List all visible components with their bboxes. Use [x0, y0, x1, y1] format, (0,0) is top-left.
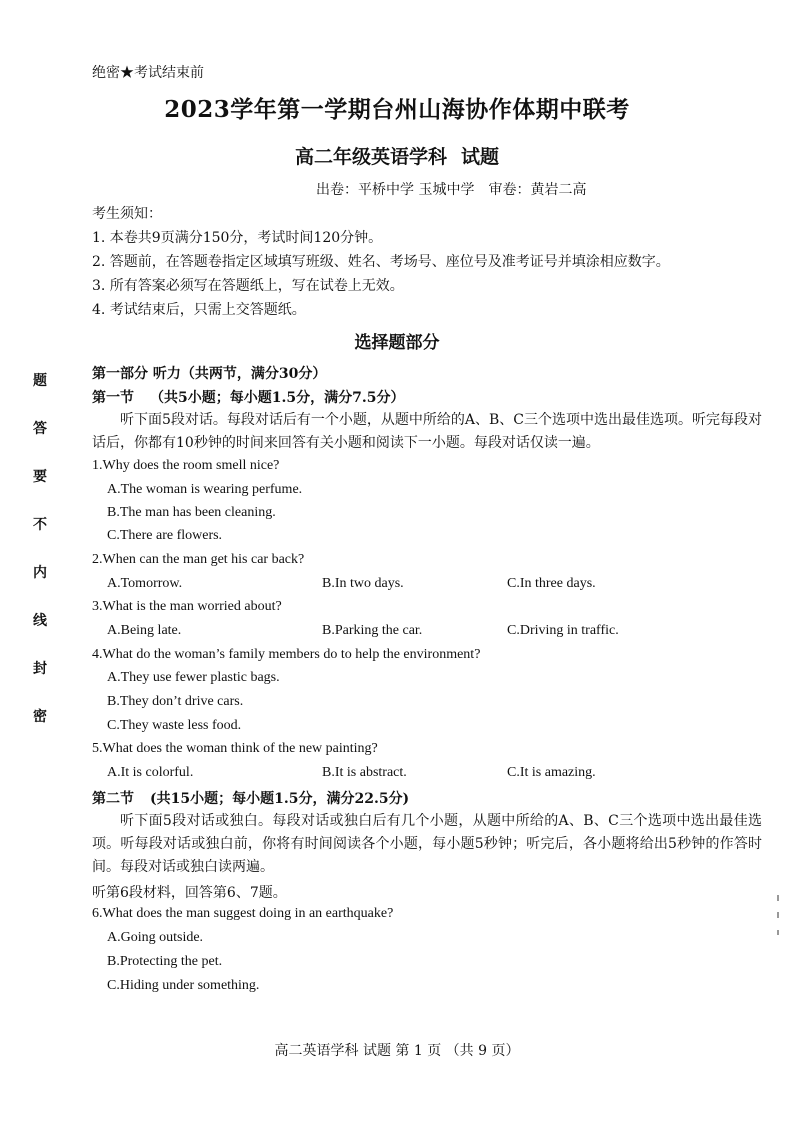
margin-char: 内: [33, 565, 47, 581]
notice-item: 3. 所有答案必须写在答题纸上，写在试卷上无效。: [92, 278, 404, 294]
q4-option-c: C.They waste less food.: [107, 718, 242, 733]
section-title: 选择题部分: [354, 333, 440, 353]
q3-option-c: C.Driving in traffic.: [507, 623, 619, 638]
scan-mark: [777, 895, 779, 901]
notice-item: 2. 答题前，在答题卷指定区域填写班级、姓名、考场号、座位号及准考证号并填涂相应数字。: [92, 254, 670, 270]
q2-option-b: B.In two days.: [322, 576, 404, 591]
page-footer: 高二英语学科 试题 第 1 页 （共 9 页）: [274, 1043, 520, 1059]
sec1-label: 第一节: [92, 390, 134, 406]
subtitle-main: 高二年级英语学科: [294, 146, 447, 168]
margin-char: 不: [33, 517, 47, 533]
sec2-heading: [92, 788, 409, 808]
paper-makers: [316, 179, 586, 199]
sec2-meta: (共15小题；每小题1.5分，满分22.5分): [150, 791, 410, 807]
q5-option-c: C.It is amazing.: [507, 765, 596, 780]
scan-mark: [777, 930, 779, 935]
question-6: 6.What does the man suggest doing in an earthquake?: [92, 906, 394, 921]
question-3: 3.What is the man worried about?: [92, 599, 282, 614]
margin-char: 封: [33, 661, 47, 677]
q3-option-a: A.Being late.: [107, 623, 182, 638]
notice-heading: 考生须知：: [92, 206, 162, 222]
question-4: 4.What do the woman’s family members do to help the environment?: [92, 647, 481, 662]
sec1-meta: （共5小题；每小题1.5分，满分7.5分）: [150, 390, 405, 406]
q1-option-c: C.There are flowers.: [107, 528, 223, 543]
q2-option-a: A.Tomorrow.: [107, 576, 183, 591]
q5-option-a: A.It is colorful.: [107, 765, 194, 780]
question-5: 5.What does the woman think of the new painting?: [92, 741, 378, 756]
scan-mark: [777, 912, 779, 918]
material-note: 听第6段材料，回答第6、7题。: [92, 885, 287, 901]
question-2: 2.When can the man get his car back?: [92, 552, 305, 567]
sec1-heading: [92, 387, 404, 407]
confidential-label: 绝密★考试结束前: [92, 65, 204, 81]
margin-char: 密: [33, 709, 47, 725]
reviewer-label: 审卷：黄岩二高: [488, 182, 587, 198]
q6-option-a: A.Going outside.: [107, 930, 204, 945]
notice-item: 4. 考试结束后，只需上交答题纸。: [92, 302, 306, 318]
part1-heading: 第一部分 听力（共两节，满分30分）: [92, 366, 327, 382]
sec1-instructions: 听下面5段对话。每段对话后有一个小题，从题中所给的A、B、C三个选项中选出最佳选项。听完每段对话后，你都有10秒钟的时间来回答有关小题和阅读下一小题。每段对话仅读一遍。: [92, 412, 763, 451]
q1-option-b: B.The man has been cleaning.: [107, 505, 276, 520]
q3-option-b: B.Parking the car.: [322, 623, 423, 638]
margin-char: 题: [33, 373, 47, 389]
exam-subtitle: [0, 142, 794, 169]
subtitle-suffix: 试题: [461, 146, 500, 168]
margin-char: 要: [33, 469, 47, 485]
margin-char: 答: [33, 421, 47, 437]
notice-item: 1. 本卷共9页满分150分，考试时间120分钟。: [92, 230, 383, 246]
exam-title: 2023学年第一学期台州山海协作体期中联考: [164, 96, 630, 123]
sec2-label: 第二节: [92, 791, 134, 807]
q6-option-c: C.Hiding under something.: [107, 978, 260, 993]
setters-label: 出卷：平桥中学 玉城中学: [316, 182, 475, 198]
sec2-instructions: 听下面5段对话或独白。每段对话或独白后有几个小题，从题中所给的A、B、C三个选项中选出最佳选项。听每段对话或独白前，你将有时间阅读各个小题，每小题5秒钟；听完后，各小题将给出5秒钟的作答时间。每段对话或独白读两遍。: [92, 813, 762, 875]
q6-option-b: B.Protecting the pet.: [107, 954, 223, 969]
q5-option-b: B.It is abstract.: [322, 765, 407, 780]
question-1: 1.Why does the room smell nice?: [92, 458, 280, 473]
q4-option-b: B.They don’t drive cars.: [107, 694, 244, 709]
q4-option-a: A.They use fewer plastic bags.: [107, 670, 280, 685]
q1-option-a: A.The woman is wearing perfume.: [107, 482, 303, 497]
margin-char: 线: [33, 613, 47, 629]
q2-option-c: C.In three days.: [507, 576, 596, 591]
